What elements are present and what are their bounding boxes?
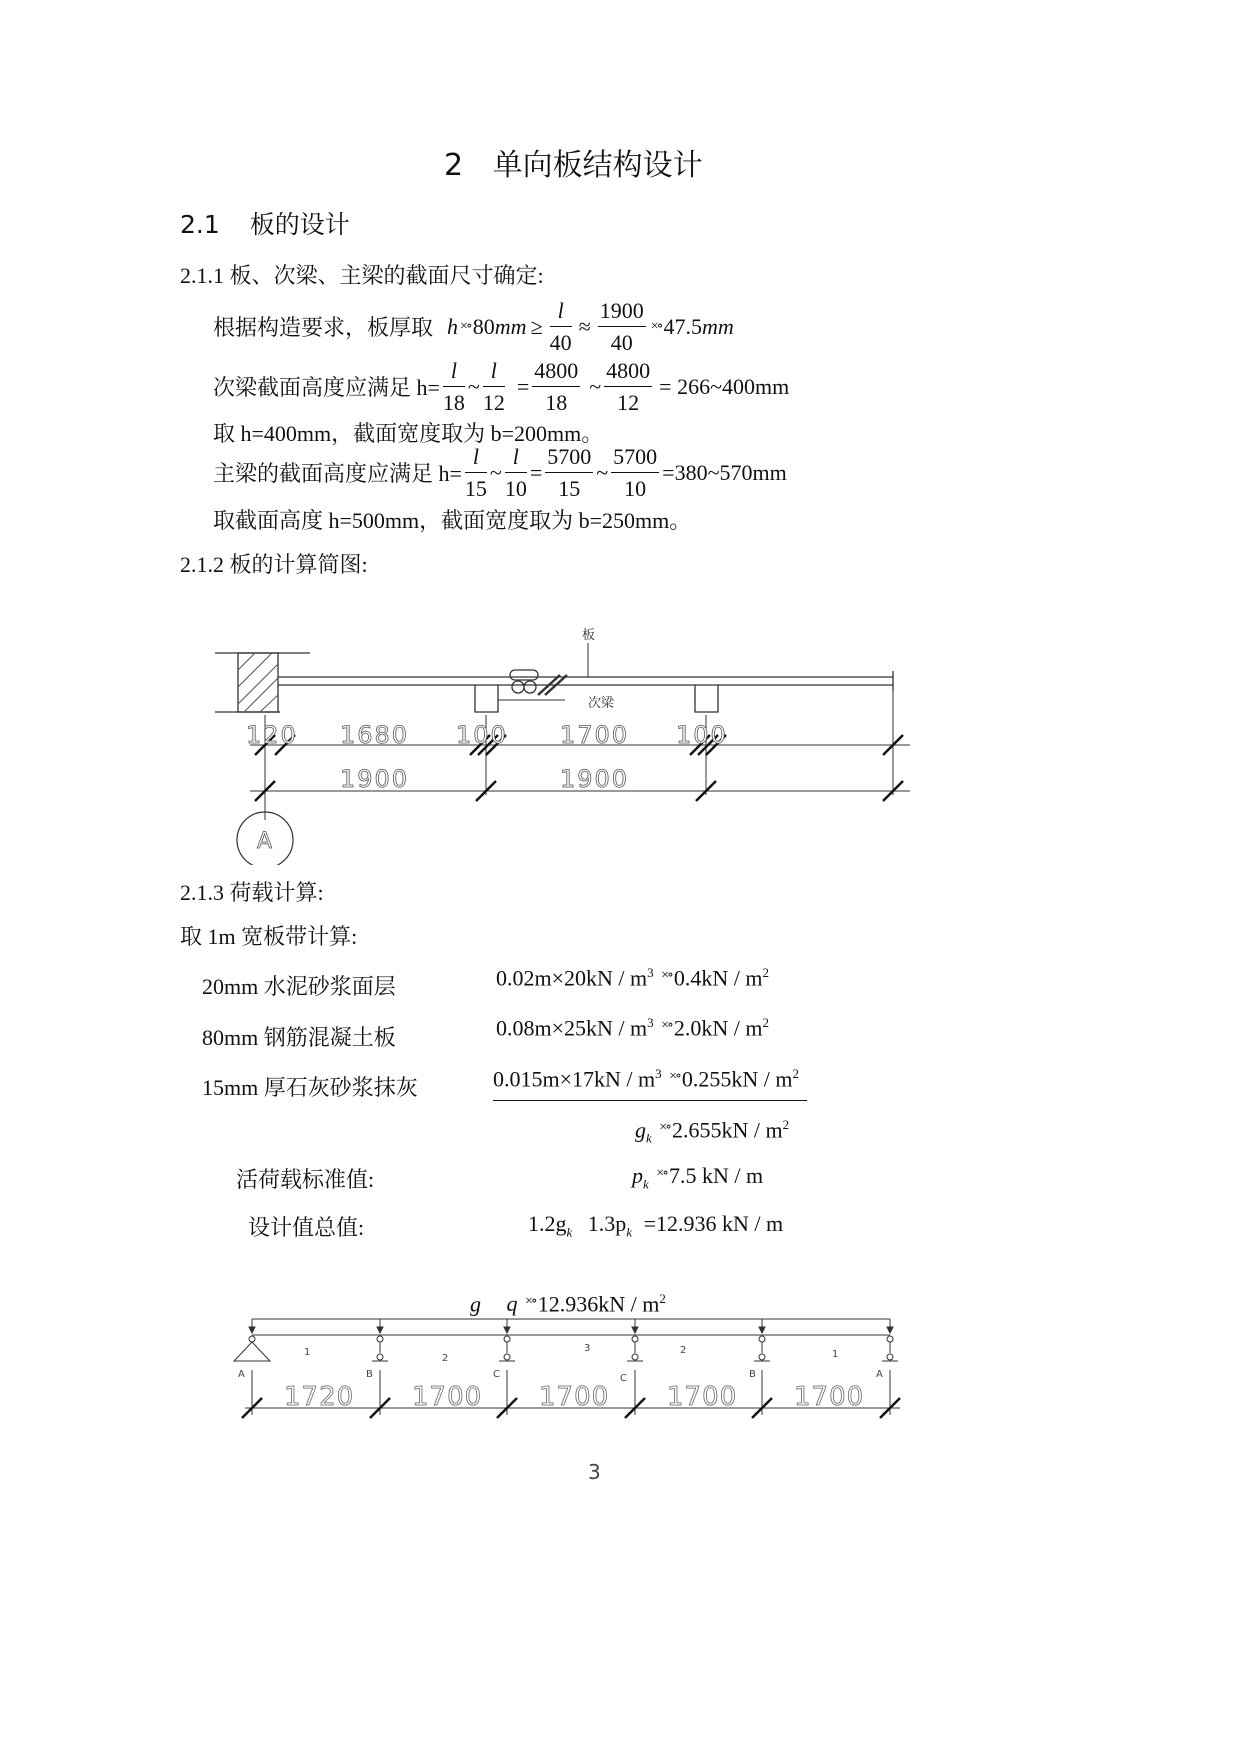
beam-leader: [498, 700, 565, 712]
axis-label-a: A: [257, 829, 273, 854]
eq4-frac-l15: [465, 444, 487, 501]
chapter-title: [444, 140, 703, 184]
load-name-1: 20mm 水泥砂浆面层: [202, 974, 396, 999]
beam-label: 次梁: [588, 696, 615, 711]
continuous-beam-diagram: [220, 1315, 920, 1425]
eq4-tilde2: ~: [596, 459, 609, 485]
section-title: 板的设计: [249, 210, 350, 239]
load-name-3: 15mm 厚石灰砂浆抹灰: [202, 1075, 418, 1100]
support-label-5: A: [876, 1369, 883, 1380]
slab-section-diagram: [200, 615, 930, 865]
load-res-2: 2.0kN / m: [673, 1015, 763, 1041]
dim-1900-b: 1900: [560, 765, 630, 793]
load-expr-1: [496, 965, 769, 991]
eq1-v1: 80: [472, 313, 495, 339]
eq2-prefix: 次梁截面高度应满足 h=: [213, 375, 440, 400]
pk-symbol: p: [632, 1163, 643, 1188]
subsection-2-1-3: 2.1.3 荷载计算:: [180, 880, 324, 905]
dim-120: 120: [246, 721, 298, 749]
eq2-l2: l: [483, 358, 505, 387]
eq1-approx: ≈: [578, 313, 591, 339]
load-res-1: 0.4kN / m: [673, 965, 763, 991]
rebar-circle-1: [512, 681, 524, 693]
eq1-l: l: [550, 298, 572, 327]
eq2-d12b: 12: [617, 390, 640, 415]
load-expr-1-text: 0.02m×20kN / m: [496, 965, 648, 991]
span-number-1: 2: [442, 1353, 449, 1364]
secondary-beam-choice: 取 h=400mm，截面宽度取为 b=200mm。: [213, 421, 604, 446]
eq1-d40: 40: [549, 330, 572, 355]
secondary-beam-2: [695, 685, 718, 712]
section-number: 2.1: [180, 210, 220, 239]
support-label-2: C: [493, 1369, 500, 1380]
eq4-d10b: 10: [624, 476, 647, 501]
eq4-tilde: ~: [489, 459, 502, 485]
eq4-n5700b: 5700: [611, 444, 659, 473]
design-total: =12.936 kN / m: [643, 1211, 784, 1236]
gk-symbol: g: [635, 1117, 646, 1143]
eq2-l: l: [443, 358, 465, 387]
support-label-0: A: [238, 1369, 245, 1380]
chapter-title-text: 单向板结构设计: [492, 148, 703, 183]
subsection-2-1-2: 2.1.2 板的计算简图:: [180, 552, 368, 577]
support-label-3: C: [620, 1373, 627, 1384]
live-load-value: [632, 1163, 763, 1192]
dim-1700: 1700: [560, 721, 630, 749]
design-term-a-sub: k: [566, 1224, 573, 1240]
eq2-eq: =: [516, 373, 530, 399]
eq1-frac-l40: [550, 298, 572, 355]
gk-exp: 2: [782, 1117, 790, 1132]
eq4-n5700: 5700: [545, 444, 593, 473]
support-a-triangle: [234, 1342, 270, 1361]
eq4-d15: 15: [464, 476, 487, 501]
eq2-frac-4800-12: [604, 358, 652, 415]
load-exp-3: 3: [655, 1066, 662, 1081]
support-label-1: B: [366, 1369, 373, 1380]
support-label-4: B: [749, 1369, 756, 1380]
eq1-u1: mm: [494, 313, 527, 339]
load-glyph-1-icon: ×∘: [661, 968, 672, 984]
load-expr-3-text: 0.015m×17kN / m: [493, 1066, 656, 1092]
eq2-d12: 12: [482, 390, 505, 415]
beam-load-value: 12.936kN / m: [537, 1291, 660, 1317]
eq1-h: h: [447, 313, 459, 339]
eq4-l: l: [465, 444, 487, 473]
design-term-a: 1.2g: [528, 1211, 567, 1236]
eq4-l2: l: [505, 444, 527, 473]
gk-total: [635, 1117, 789, 1147]
beam-load-g: g: [470, 1291, 481, 1317]
span-number-4: 1: [832, 1349, 839, 1360]
pk-value: 7.5 kN / m: [669, 1163, 764, 1188]
span-number-0: 1: [304, 1347, 311, 1358]
load-res-exp-3: 2: [792, 1066, 800, 1081]
span-number-2: 3: [584, 1343, 591, 1354]
rebar-circle-2: [524, 681, 536, 693]
slab-label: 板: [582, 628, 596, 643]
span-length-3: 1700: [667, 1382, 738, 1412]
beam-load-glyph-icon: ×∘: [525, 1294, 536, 1310]
load-name-2: 80mm 钢筋混凝土板: [202, 1025, 396, 1050]
secondary-beam-1: [475, 685, 498, 712]
secondary-beam-equation: [213, 358, 789, 415]
load-expr-2: [496, 1015, 769, 1041]
span-length-1: 1700: [412, 1382, 483, 1412]
dim-100-a: 100: [456, 721, 508, 749]
support-a-pin: [249, 1336, 255, 1342]
page-number: 3: [588, 1460, 601, 1484]
pk-sub: k: [643, 1176, 649, 1192]
load-res-exp-2: 2: [762, 1015, 770, 1030]
eq4-frac-5700-10: [611, 444, 659, 501]
eq2-n4800b: 4800: [604, 358, 652, 387]
eq2-result: = 266~400mm: [659, 373, 790, 399]
span-number-3: 2: [680, 1345, 687, 1356]
span-length-0: 1720: [284, 1382, 355, 1412]
design-term-b-sub: k: [626, 1224, 633, 1240]
dim-100-b: 100: [676, 721, 728, 749]
main-beam-choice: 取截面高度 h=500mm，截面宽度取为 b=250mm。: [213, 508, 692, 533]
eq1-n1900: 1900: [598, 298, 646, 327]
eq2-n4800: 4800: [532, 358, 580, 387]
slab-thickness-equation: [213, 298, 734, 355]
load-exp-1: 3: [647, 965, 654, 980]
eq4-frac-l10: [505, 444, 527, 501]
eq2-d18b: 18: [545, 390, 568, 415]
eq1-glyph2-icon: ×∘: [650, 319, 662, 334]
eq4-frac-5700-15: [545, 444, 593, 501]
eq4-result: =380~570mm: [662, 459, 787, 485]
gk-sub: k: [646, 1130, 652, 1146]
rebar-oval: [510, 670, 538, 680]
eq2-d18: 18: [442, 390, 465, 415]
eq1-d40b: 40: [610, 330, 633, 355]
gk-glyph-icon: ×∘: [659, 1120, 671, 1136]
load-glyph-3-icon: ×∘: [669, 1069, 680, 1085]
roller-supports: [372, 1336, 898, 1361]
span-length-2: 1700: [539, 1382, 610, 1412]
pk-glyph-icon: ×∘: [656, 1166, 668, 1181]
eq1-u2: mm: [701, 313, 734, 339]
eq2-frac-l12: [483, 358, 505, 415]
main-beam-equation: [213, 444, 787, 501]
wall-hatch: [238, 653, 278, 712]
eq2-tilde: ~: [467, 373, 480, 399]
beam-load-q: q: [506, 1291, 518, 1317]
eq1-ge: ≥: [530, 313, 543, 339]
eq4-prefix: 主梁的截面高度应满足 h=: [213, 461, 462, 486]
design-load-label: 设计值总值:: [248, 1215, 365, 1240]
eq2-frac-4800-18: [532, 358, 580, 415]
beam-load-label: [470, 1291, 666, 1317]
gk-value: 2.655kN / m: [672, 1117, 783, 1143]
load-res-exp-1: 2: [762, 965, 770, 980]
beam-load-exp: 2: [659, 1291, 666, 1306]
span-length-4: 1700: [794, 1382, 865, 1412]
eq2-frac-l18: [443, 358, 465, 415]
live-load-label: 活荷载标准值:: [236, 1167, 375, 1192]
strip-note: 取 1m 宽板带计算:: [180, 924, 358, 949]
load-arrows: [249, 1319, 893, 1333]
subsection-2-1-1: 2.1.1 板、次梁、主梁的截面尺寸确定:: [180, 263, 544, 288]
eq1-frac-1900: [598, 298, 646, 355]
load-expr-2-text: 0.08m×25kN / m: [496, 1015, 648, 1041]
load-expr-3: [493, 1066, 807, 1101]
eq1-prefix: 根据构造要求，板厚取: [213, 315, 434, 340]
eq4-eq: =: [529, 459, 543, 485]
design-load-value: [528, 1211, 783, 1240]
load-glyph-2-icon: ×∘: [661, 1018, 672, 1034]
chapter-number: 2: [444, 148, 464, 183]
dim-1680: 1680: [340, 721, 410, 749]
load-res-3: 0.255kN / m: [681, 1066, 793, 1092]
eq2-tilde2: ~: [589, 373, 602, 399]
dim-1900-a: 1900: [340, 765, 410, 793]
design-term-b: 1.3p: [587, 1211, 627, 1236]
eq4-d15b: 15: [558, 476, 581, 501]
eq4-d10: 10: [504, 476, 527, 501]
section-heading: [180, 205, 350, 241]
load-exp-2: 3: [647, 1015, 654, 1030]
wall-section: [238, 653, 278, 712]
eq1-v2: 47.5: [663, 313, 702, 339]
eq1-glyph-icon: ×∘: [460, 319, 471, 334]
